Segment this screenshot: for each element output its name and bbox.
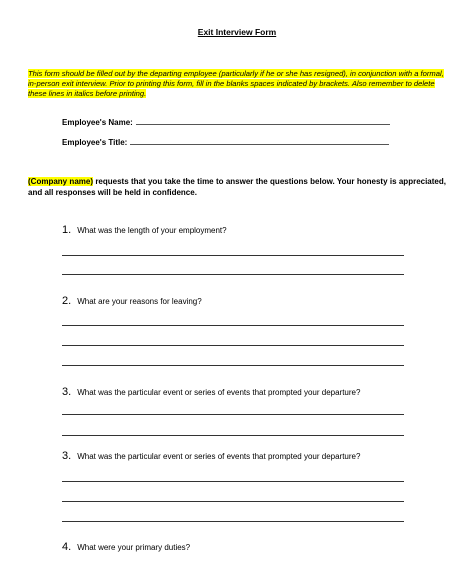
answer-line[interactable] [62, 255, 404, 256]
employee-title-label: Employee's Title: [62, 138, 128, 147]
instruction-note-text: This form should be filled out by the departing employee (particularly if he or she has resigned), in conjunction with a formal, in-person exit interview. Prior to printing this form, fill in the blanks spaces indicated by brackets. Also remember to delete these lines in italics before printing. [28, 69, 444, 98]
question-number: 1. [62, 224, 72, 236]
answer-line[interactable] [62, 501, 404, 502]
instruction-note [28, 69, 448, 99]
employee-title-field[interactable] [62, 138, 389, 147]
employee-name-underline[interactable] [136, 124, 390, 125]
answer-line[interactable] [62, 481, 404, 482]
question-number: 2. [62, 295, 72, 307]
answer-line[interactable] [62, 274, 404, 275]
form-title: Exit Interview Form [197, 27, 277, 37]
answer-line[interactable] [62, 414, 404, 415]
answer-line[interactable] [62, 325, 404, 326]
question-3 [62, 386, 360, 398]
question-number: 3. [62, 386, 72, 398]
question-3-repeat [62, 450, 360, 462]
question-text: What was the length of your employment? [77, 226, 227, 235]
intro-text: requests that you take the time to answer the questions below. Your honesty is appreciated, and all responses will be held in confidence. [28, 177, 446, 197]
question-text: What are your reasons for leaving? [77, 297, 202, 306]
question-2 [62, 295, 202, 307]
employee-title-underline[interactable] [130, 144, 389, 145]
question-1 [62, 224, 227, 236]
question-number: 3. [62, 450, 72, 462]
employee-name-label: Employee's Name: [62, 118, 133, 127]
question-4 [62, 541, 190, 553]
answer-line[interactable] [62, 365, 404, 366]
company-name-placeholder: (Company name) [28, 177, 93, 186]
answer-line[interactable] [62, 435, 404, 436]
question-text: What was the particular event or series of events that prompted your departure? [77, 388, 361, 397]
answer-line[interactable] [62, 345, 404, 346]
answer-line[interactable] [62, 521, 404, 522]
question-text: What was the particular event or series of events that prompted your departure? [77, 452, 361, 461]
intro-paragraph [28, 176, 446, 198]
question-number: 4. [62, 541, 72, 553]
question-text: What were your primary duties? [77, 543, 191, 552]
employee-name-field[interactable] [62, 118, 390, 127]
